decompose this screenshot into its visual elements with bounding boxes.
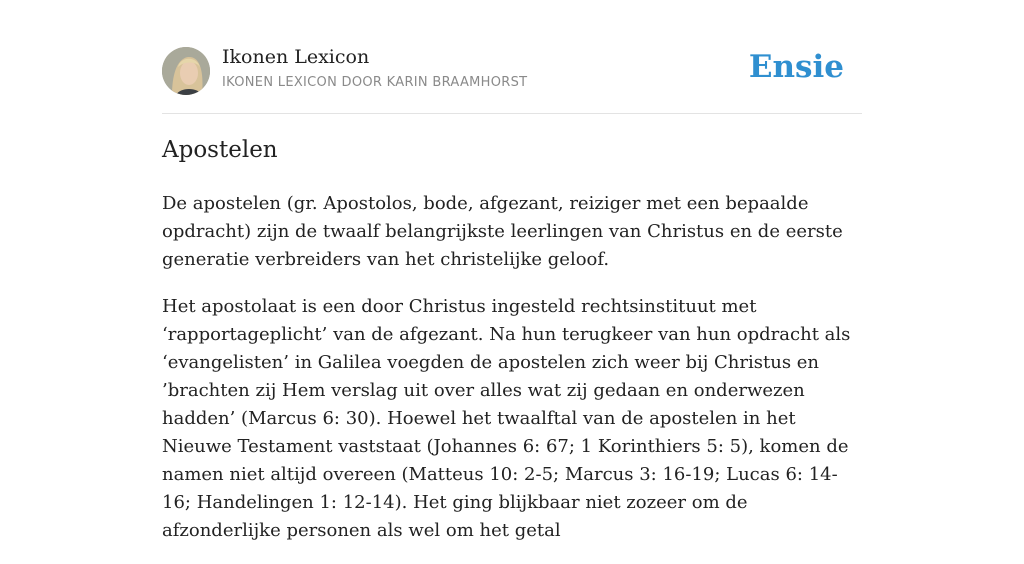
- article-paragraph: De apostelen (gr. Apostolos, bode, afgezant, reiziger met een bepaalde opdracht) zijn de twaalf belangrijkste leerlingen van Christus en de eerste generatie verbreiders van het christelijke geloof.: [162, 193, 843, 270]
- site-subtitle: IKONEN LEXICON DOOR KARIN BRAAMHORST: [222, 75, 528, 90]
- article-body: [162, 190, 862, 564]
- author-avatar[interactable]: [162, 47, 210, 95]
- brand-logo[interactable]: Ensie: [748, 49, 844, 85]
- article-title: Apostelen: [162, 137, 278, 163]
- site-title[interactable]: Ikonen Lexicon: [222, 46, 370, 68]
- page-container: [162, 0, 862, 541]
- article-paragraph: Het apostolaat is een door Christus ingesteld rechtsinstituut met ‘rapportageplicht’ van de afgezant. Na hun terugkeer van hun opdracht als ‘evangelisten’ in Galilea voegden de apostelen zich weer bij Christus en ’brachten zij Hem verslag uit over alles wat zij gedaan en onderwezen hadden’ (Marcus 6: 30). Hoewel het twaalftal van de apostelen in het Nieuwe Testament vaststaat (Johannes 6: 67; 1 Korinthiers 5: 5), komen de namen niet altijd overeen (Matteus 10: 2-5; Marcus 3: 16-19; Lucas 6: 14-16; Handelingen 1: 12-14). Het ging blijkbaar niet zozeer om de afzonderlijke personen als wel om het getal: [162, 296, 851, 541]
- site-header: [162, 0, 862, 114]
